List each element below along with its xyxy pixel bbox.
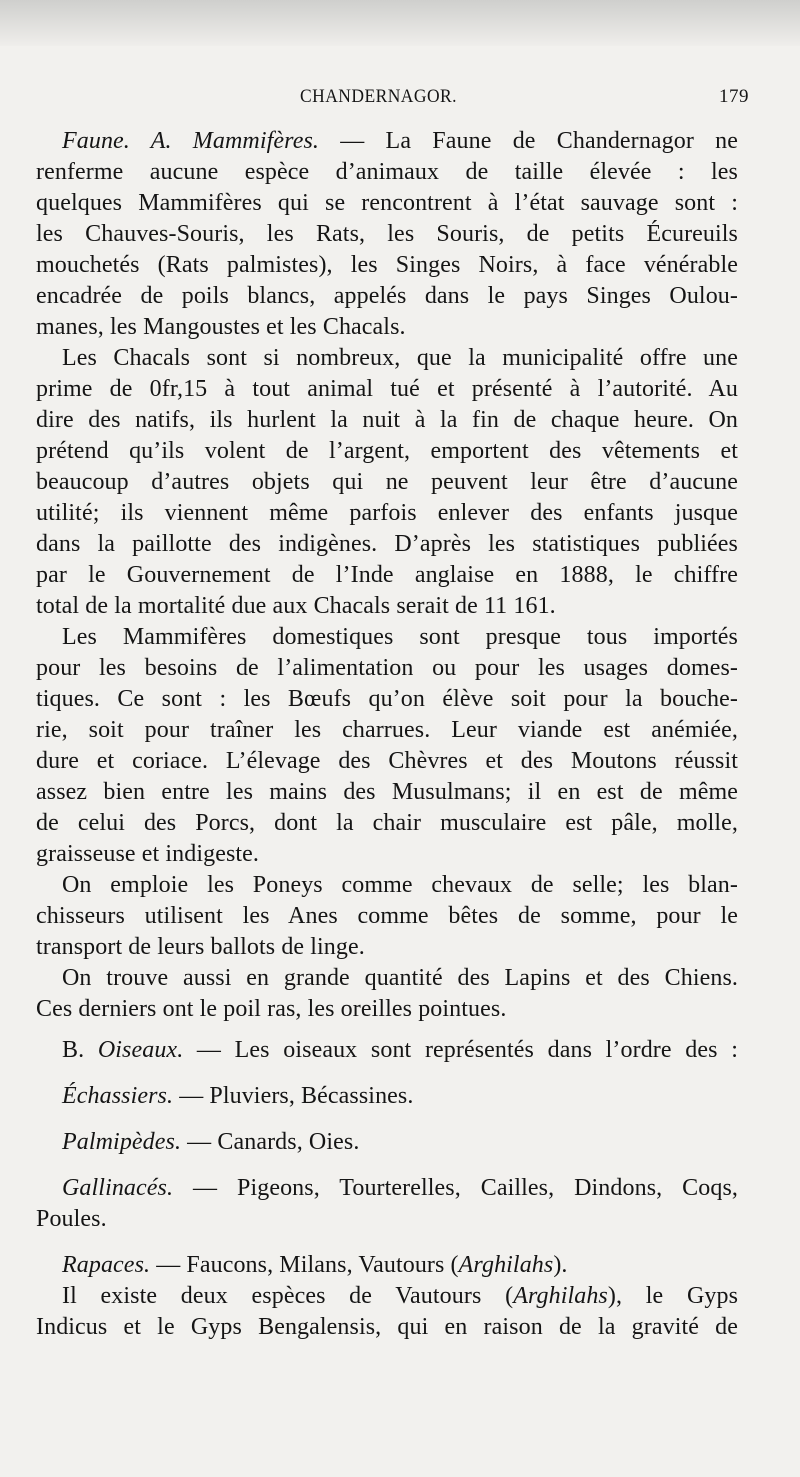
faune-heading: Faune. A. Mammifères. xyxy=(62,128,319,154)
bird-order-line xyxy=(36,1081,738,1112)
bird-order-name: Palmipèdes. xyxy=(62,1129,182,1155)
text-line: beaucoup d’autres objets qui ne peuvent leur être d’aucune xyxy=(36,469,738,495)
bird-order-members: — Pluviers, Bécassines. xyxy=(173,1083,414,1109)
text-line: mouchetés (Rats palmistes), les Singes Noirs, à face vénérable xyxy=(36,252,738,278)
faune-heading-line xyxy=(36,126,738,157)
text-line: rie, soit pour traîner les charrues. Leur viande est anémiée, xyxy=(36,717,738,743)
page-number: 179 xyxy=(719,86,749,107)
bird-order-line xyxy=(36,1250,738,1281)
bird-order-members-end: ). xyxy=(553,1252,568,1278)
page-top-edge xyxy=(0,0,800,46)
text-line: Les Chacals sont si nombreux, que la municipalité offre une xyxy=(62,345,738,371)
bird-order-members: — Faucons, Milans, Vautours ( xyxy=(150,1252,459,1278)
vautours-text: Il existe deux espèces de Vautours ( xyxy=(62,1283,514,1309)
bird-order-members: — Pigeons, Tourterelles, Cailles, Dindons, Coqs, xyxy=(173,1175,738,1201)
bird-order-name: Échassiers. xyxy=(62,1083,174,1109)
text-line: dire des natifs, ils hurlent la nuit à la fin de chaque heure. On xyxy=(36,407,738,433)
text-line: Les Mammifères domestiques sont presque tous importés xyxy=(62,624,738,650)
text-line: graisseuse et indigeste. xyxy=(36,841,260,867)
oiseaux-heading-line xyxy=(36,1035,738,1066)
bird-order-continuation: Poules. xyxy=(36,1206,107,1232)
text-line: manes, les Mangoustes et les Chacals. xyxy=(36,314,406,340)
body-text xyxy=(36,126,738,1343)
text-line: les Chauves-Souris, les Rats, les Souris, de petits Écureuils xyxy=(36,221,738,247)
text-line: dure et coriace. L’élevage des Chèvres et des Moutons réussit xyxy=(36,748,738,774)
text-line: encadrée de poils blancs, appelés dans le pays Singes Oulou- xyxy=(36,283,738,309)
text-line: transport de leurs ballots de linge. xyxy=(36,934,365,960)
text-line: utilité; ils viennent même parfois enlever des enfants jusque xyxy=(36,500,738,526)
text-line: dans la paillotte des indigènes. D’après les statistiques publiées xyxy=(36,531,738,557)
faune-heading-rest: — La Faune de Chandernagor ne xyxy=(319,128,739,154)
oiseaux-heading: Oiseaux. xyxy=(97,1037,184,1063)
bird-order-name: Gallinacés. xyxy=(62,1175,174,1201)
text-line: Ces derniers ont le poil ras, les oreilles pointues. xyxy=(36,996,507,1022)
bird-order-members: — Canards, Oies. xyxy=(181,1129,360,1155)
text-line: prime de 0fr,15 à tout animal tué et présenté à l’autorité. Au xyxy=(36,376,738,402)
text-line: renferme aucune espèce d’animaux de taille élevée : les xyxy=(36,159,738,185)
text-line: chisseurs utilisent les Anes comme bêtes de somme, pour le xyxy=(36,903,738,929)
bird-order-name: Rapaces. xyxy=(62,1252,151,1278)
bird-order-line xyxy=(36,1173,738,1204)
vautours-italic: Arghilahs xyxy=(513,1283,608,1309)
text-line: par le Gouvernement de l’Inde anglaise en 1888, le chiffre xyxy=(36,562,738,588)
running-head xyxy=(0,86,800,116)
text-line: On trouve aussi en grande quantité des Lapins et des Chiens. xyxy=(62,965,738,991)
running-title: CHANDERNAGOR. xyxy=(300,86,458,107)
text-line: assez bien entre les mains des Musulmans; il en est de même xyxy=(36,779,738,805)
vautours-text-end: ), le Gyps xyxy=(607,1283,739,1309)
text-line: prétend qu’ils volent de l’argent, emportent des vêtements et xyxy=(36,438,738,464)
text-line: On emploie les Poneys comme chevaux de selle; les blan- xyxy=(62,872,738,898)
oiseaux-heading-rest: — Les oiseaux sont représentés dans l’ordre des : xyxy=(183,1037,738,1063)
text-line: pour les besoins de l’alimentation ou pour les usages domes- xyxy=(36,655,738,681)
text-line: de celui des Porcs, dont la chair musculaire est pâle, molle, xyxy=(36,810,738,836)
bird-order-line xyxy=(36,1127,738,1158)
text-line: quelques Mammifères qui se rencontrent à l’état sauvage sont : xyxy=(36,190,738,216)
text-line: tiques. Ce sont : les Bœufs qu’on élève soit pour la bouche- xyxy=(36,686,738,712)
text-line: total de la mortalité due aux Chacals serait de 11 161. xyxy=(36,593,556,619)
vautours-line xyxy=(36,1281,738,1312)
oiseaux-heading-letter: B. xyxy=(62,1037,98,1063)
bird-order-members-italic: Arghilahs xyxy=(458,1252,554,1278)
vautours-line: Indicus et le Gyps Bengalensis, qui en raison de la gravité de xyxy=(36,1314,738,1340)
